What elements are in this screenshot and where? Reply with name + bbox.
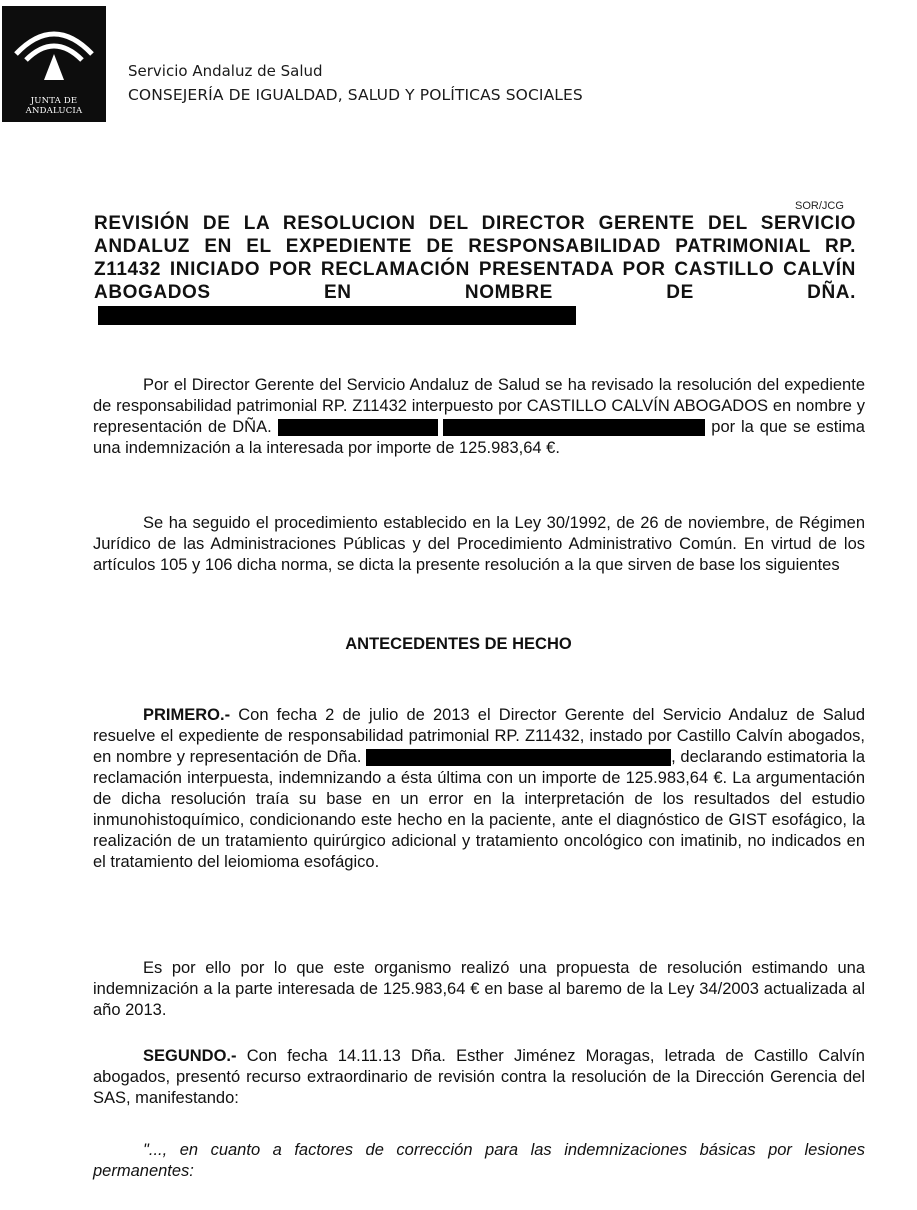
primero-text-cont: , declarando estimatoria la reclamación interpuesta, indemnizando a ésta última con un importe de 125.983,64 €. La argumentación de dicha resolución traía su base en un error en la interpretación de los resultados del estudio inmunohistoquímico, condicionando este hecho en la paciente, ante el diagnóstico de GIST esofágico, la realización de un tratamiento quirúrgico adicional y tratamiento oncológico con imatinib, no indicados en el tratamiento del leiomioma esofágico.	[93, 748, 865, 871]
junta-de-andalucia-logo	[2, 6, 106, 122]
redaction-bar	[98, 306, 576, 325]
section-heading: ANTECEDENTES DE HECHO	[345, 635, 572, 653]
intro-text: Por el Director Gerente del Servicio Andaluz de Salud se ha revisado la resolución del expediente de responsabilidad patrimonial RP. Z11432 interpuesto por CASTILLO CALVÍN ABOGADOS en nombre y representación de DÑA.	[93, 376, 865, 436]
redaction-bar	[443, 419, 705, 436]
organization-header	[128, 62, 583, 104]
paragraph-procedure: Se ha seguido el procedimiento establecido en la Ley 30/1992, de 26 de noviembre, de Régimen Jurídico de las Administraciones Públicas y del Procedimiento Administrativo Común. En virtud de los artículos 105 y 106 dicha norma, se dicta la presente resolución a la que sirven de base los siguientes	[93, 514, 865, 574]
intro-text-cont: por la que se estima una indemnización a la interesada por importe de 125.983,64 €.	[93, 418, 865, 457]
primero-text: Con fecha 2 de julio de 2013 el Director Gerente del Servicio Andaluz de Salud resuelve el expediente de responsabilidad patrimonial RP. Z11432, instado por Castillo Calvín abogados, en nombre y representación de Dña.	[93, 706, 865, 766]
primero-label: PRIMERO.-	[143, 706, 231, 724]
title-text: REVISIÓN DE LA RESOLUCION DEL DIRECTOR GERENTE DEL SERVICIO ANDALUZ EN EL EXPEDIENTE DE RESPONSABILIDAD PATRIMONIAL RP. Z11432 INICIADO POR RECLAMACIÓN PRESENTADA POR CASTILLO CALVÍN ABOGADOS EN NOMBRE DE DÑA.	[94, 213, 856, 303]
paragraph-primero	[93, 705, 865, 873]
paragraph-propuesta: Es por ello por lo que este organismo realizó una propuesta de resolución estimando una indemnización a la parte interesada de 125.983,64 € en base al baremo de la Ley 34/2003 actualizada al año 2013.	[93, 959, 865, 1019]
redaction-bar	[278, 419, 438, 436]
paragraph-intro	[93, 375, 865, 459]
ministry-name: CONSEJERÍA DE IGUALDAD, SALUD Y POLÍTICAS SOCIALES	[128, 86, 583, 104]
emblem-icon	[12, 18, 96, 92]
redaction-bar	[366, 749, 671, 766]
paragraph-quote: "..., en cuanto a factores de corrección para las indemnizaciones básicas por lesiones permanentes:	[93, 1141, 865, 1180]
paragraph-segundo	[93, 1046, 865, 1109]
logo-text: JUNTA DE ANDALUCIA	[25, 96, 83, 116]
segundo-label: SEGUNDO.-	[143, 1047, 237, 1065]
segundo-text: Con fecha 14.11.13 Dña. Esther Jiménez Moragas, letrada de Castillo Calvín abogados, presentó recurso extraordinario de revisión contra la resolución de la Dirección Gerencia del SAS, manifestando:	[93, 1047, 865, 1107]
org-name: Servicio Andaluz de Salud	[128, 62, 323, 80]
document-title	[94, 212, 856, 327]
reference-code: SOR/JCG	[795, 200, 844, 212]
